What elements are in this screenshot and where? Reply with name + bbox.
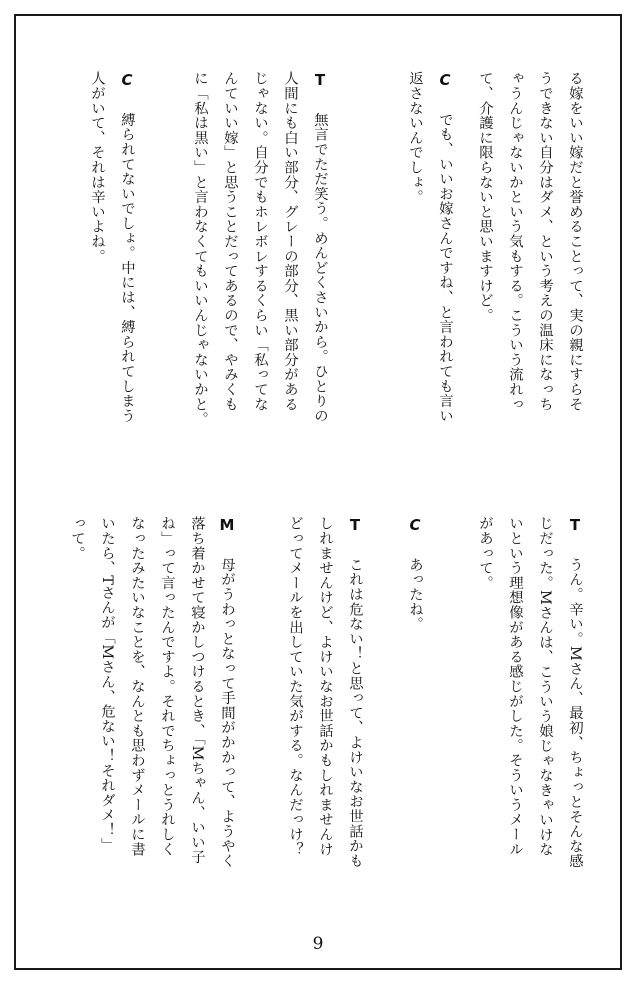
bottom-t-dialogue [470, 516, 590, 916]
bottom-t2-dialogue [280, 516, 370, 916]
bottom-t-line4: があって。 [477, 516, 493, 590]
speaker-t: T [311, 71, 329, 90]
bottom-m-line2: 落ち着かせて寝かしつけるとき、「Mちゃん、いい子 [189, 516, 205, 865]
top-t-line1: T 無言でただ笑う。めんどくさいから。ひとりの [305, 71, 335, 476]
top-continuation [470, 71, 590, 476]
top-col1-line3: ゃうんじゃないかという気もする。こういう流れっ [507, 71, 523, 412]
top-t-dialogue [185, 71, 335, 476]
top-t-line4: んていい嫁」と思うことだってあるので、やみくも [222, 71, 238, 412]
bottom-t-line3: いという理想像がある感じがした。そういうメール [507, 516, 523, 857]
bottom-c-dialogue [400, 516, 430, 916]
bottom-m-line3: ね」って言ったんですよ。それでちょっとうれしく [159, 516, 175, 857]
top-c2-line1: C 縛られてないでしょ。中には、縛られてしまう [112, 71, 142, 476]
top-t-line2: 人間にも白い部分、グレーの部分、黒い部分がある [282, 71, 298, 412]
bottom-t2-line1: T これは危ない！と思って、よけいなお世話かも [340, 516, 370, 916]
bottom-t-line1: T うん。辛い。Mさん、最初、ちょっとそんな感 [560, 516, 590, 916]
speaker-c: C [436, 71, 454, 90]
speaker-c: C [118, 71, 136, 90]
top-c2-dialogue [82, 71, 142, 476]
top-t-line5: に「私は黒い」と言わなくてもいいんじゃないかと。 [192, 71, 208, 427]
speaker-t: T [346, 516, 364, 535]
bottom-m-dialogue [62, 516, 242, 916]
speaker-t: T [566, 516, 584, 535]
top-col1-line2: うできない自分はダメ、という考えの温床になっち [537, 71, 553, 412]
bottom-c-line1: C あったね。 [400, 516, 430, 916]
bottom-m-line1: M 母がうわっとなって手間がかかって、ようやく [212, 516, 242, 916]
page-number: 9 [312, 934, 324, 954]
book-page [14, 14, 622, 970]
top-t-line3: じゃない。自分でもホレボレするくらい「私ってな [252, 71, 268, 412]
speaker-m: M [218, 516, 236, 535]
top-col1-line1: る嫁をいい嫁だと誉めることって、実の親にすらそ [567, 71, 583, 412]
bottom-m-line6: って。 [69, 516, 85, 561]
speaker-c: C [406, 516, 424, 535]
top-c2-line2: 人がいて、それは辛いよね。 [89, 71, 105, 264]
bottom-t2-line2: しれませんけど、よけいなお世話かもしれませんけ [317, 516, 333, 857]
top-c-dialogue [400, 71, 460, 476]
top-col1-line4: て、介護に限らないと思いますけど。 [477, 71, 493, 323]
bottom-m-line4: なったみたいなことを、なんとも思わずメールに書 [129, 516, 145, 857]
top-c-line2: 返さないんでしょ。 [407, 71, 423, 205]
bottom-t2-line3: どってメールを出していた気がする。なんだっけ？ [287, 516, 303, 857]
bottom-m-line5: いたら、Tさんが「Mさん、危ない！それダメ！」 [99, 516, 115, 852]
top-c-line1: C でも、いいお嫁さんですね、と言われても言い [430, 71, 460, 476]
bottom-t-line2: じだった。Mさんは、こういう娘じゃなきゃいけな [537, 516, 553, 857]
